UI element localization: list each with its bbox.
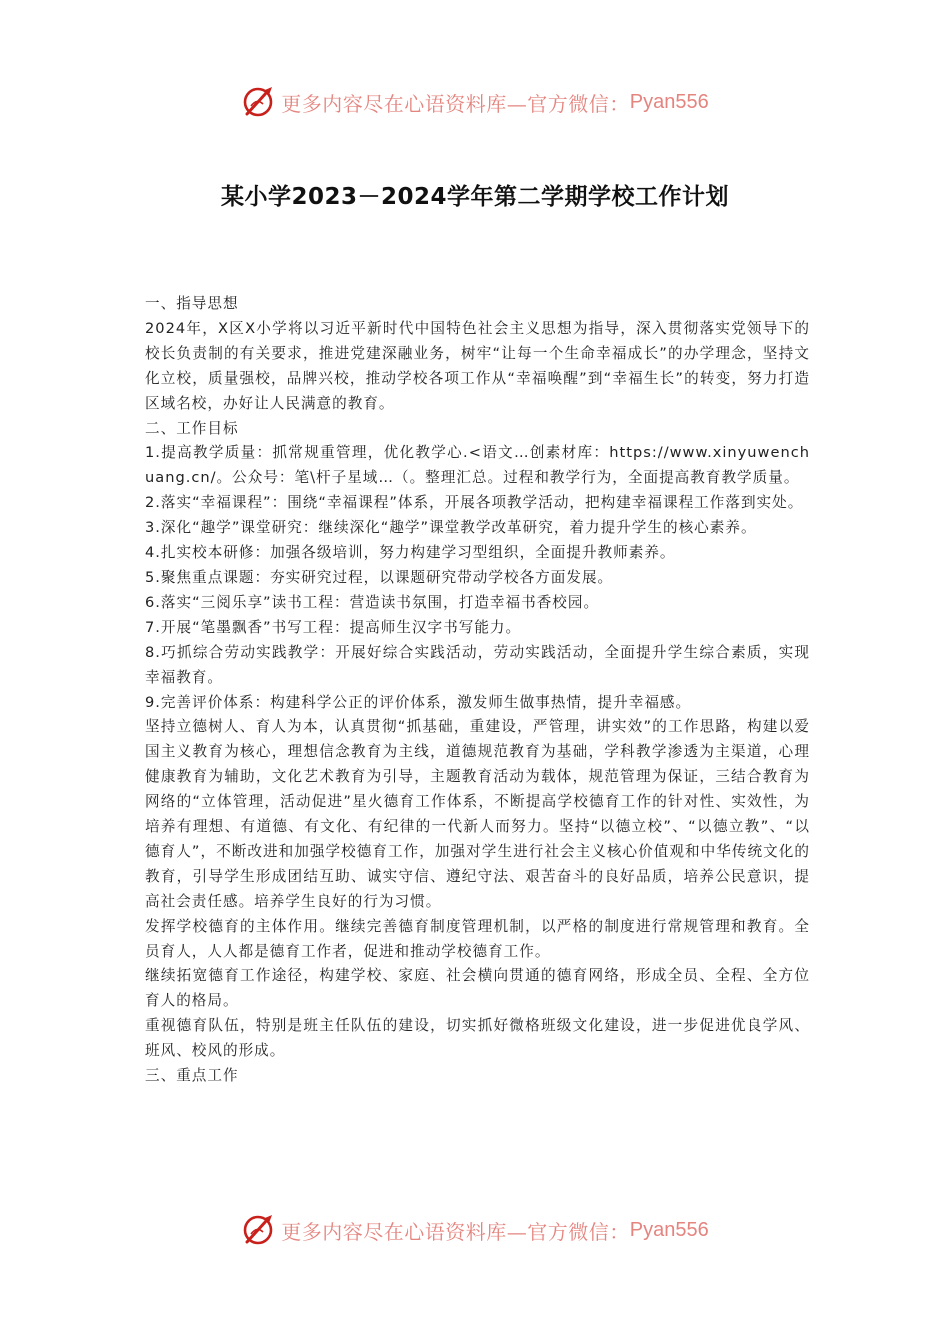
document-body xyxy=(145,292,810,1089)
section-heading-guiding-ideology: 一、指导思想 xyxy=(145,295,239,312)
goal-item-5: 5.聚焦重点课题：夯实研究过程，以课题研究带动学校各方面发展。 xyxy=(145,568,614,586)
goal-item-2: 2.落实“幸福课程”：围绕“幸福课程”体系，开展各项教学活动，把构建幸福课程工作落到实处。 xyxy=(145,494,804,512)
banner-wechat-id: Pyan556 xyxy=(629,90,709,113)
banner-text: 更多内容尽在心语资料库—官方微信： xyxy=(281,91,630,116)
writing-hand-logo-icon xyxy=(241,84,277,120)
banner-text: 更多内容尽在心语资料库—官方微信： xyxy=(281,1219,630,1244)
banner-wechat-id: Pyan556 xyxy=(629,1218,709,1241)
paragraph-guiding-ideology: 2024年，X区X小学将以习近平新时代中国特色社会主义思想为指导，深入贯彻落实党领导下的校长负责制的有关要求，推进党建深融业务，树牢“让每一个生命幸福成长”的办学理念，坚持文化立校，质量强校，品牌兴校，推动学校各项工作从“幸福唤醒”到“幸福生长”的转变，努力打造区域名校，办好让人民满意的教育。 xyxy=(145,319,810,412)
header-banner xyxy=(0,82,950,122)
goal-item-6: 6.落实“三阅乐享”读书工程：营造读书氛围，打造幸福书香校园。 xyxy=(145,593,600,611)
paragraph-moral-team: 重视德育队伍，特别是班主任队伍的建设，切实抓好微格班级文化建设，进一步促进优良学风、班风、校风的形成。 xyxy=(145,1017,810,1060)
section-heading-work-goals: 二、工作目标 xyxy=(145,419,239,437)
goal-item-9: 9.完善评价体系：构建科学公正的评价体系，激发师生做事热情，提升幸福感。 xyxy=(145,693,692,711)
paragraph-moral-channels: 继续拓宽德育工作途径，构建学校、家庭、社会横向贯通的德育网络，形成全员、全程、全方位育人的格局。 xyxy=(145,967,810,1010)
paragraph-moral-subject-role: 发挥学校德育的主体作用。继续完善德育制度管理机制，以严格的制度进行常规管理和教育。全员育人，人人都是德育工作者，促进和推动学校德育工作。 xyxy=(145,917,810,960)
goal-item-7: 7.开展“笔墨飘香”书写工程：提高师生汉字书写能力。 xyxy=(145,618,522,636)
writing-hand-logo-icon xyxy=(241,1212,277,1248)
page-title: 某小学2023－2024学年第二学期学校工作计划 xyxy=(220,184,730,210)
goal-item-3: 3.深化“趣学”课堂研究：继续深化“趣学”课堂教学改革研究，着力提升学生的核心素养。 xyxy=(145,519,757,537)
section-heading-key-work: 三、重点工作 xyxy=(145,1067,239,1085)
footer-banner xyxy=(0,1210,950,1250)
goal-item-4: 4.扎实校本研修：加强各级培训，努力构建学习型组织，全面提升教师素养。 xyxy=(145,544,676,562)
paragraph-moral-education: 坚持立德树人、育人为本，认真贯彻“抓基础，重建设，严管理，讲实效”的工作思路，构建以爱国主义教育为核心，理想信念教育为主线，道德规范教育为基础，学科教学渗透为主渠道，心理健康教育为辅助，文化艺术教育为引导，主题教育活动为载体，规范管理为保证，三结合教育为网络的“立体管理，活动促进”星火德育工作体系，不断提高学校德育工作的针对性、实效性，为培养有理想、有道德、有文化、有纪律的一代新人而努力。坚持“以德立校”、“以德立教”、“以德育人”，不断改进和加强学校德育工作，加强对学生进行社会主义核心价值观和中华传统文化的教育，引导学生形成团结互助、诚实守信、遵纪守法、艰苦奋斗的良好品质，培养公民意识，提高社会责任感。培养学生良好的行为习惯。 xyxy=(145,718,810,910)
goal-item-8: 8.巧抓综合劳动实践教学：开展好综合实践活动，劳动实践活动，全面提升学生综合素质，实现幸福教育。 xyxy=(145,643,810,686)
goal-item-1: 1.提高教学质量：抓常规重管理，优化教学心.<语文…创素材库：https://www.xinyuwenchuang.cn/。公众号：笔\杆子星域…（。整理汇总。过程和教学行为，全面提高教育教学质量。 xyxy=(145,444,810,487)
